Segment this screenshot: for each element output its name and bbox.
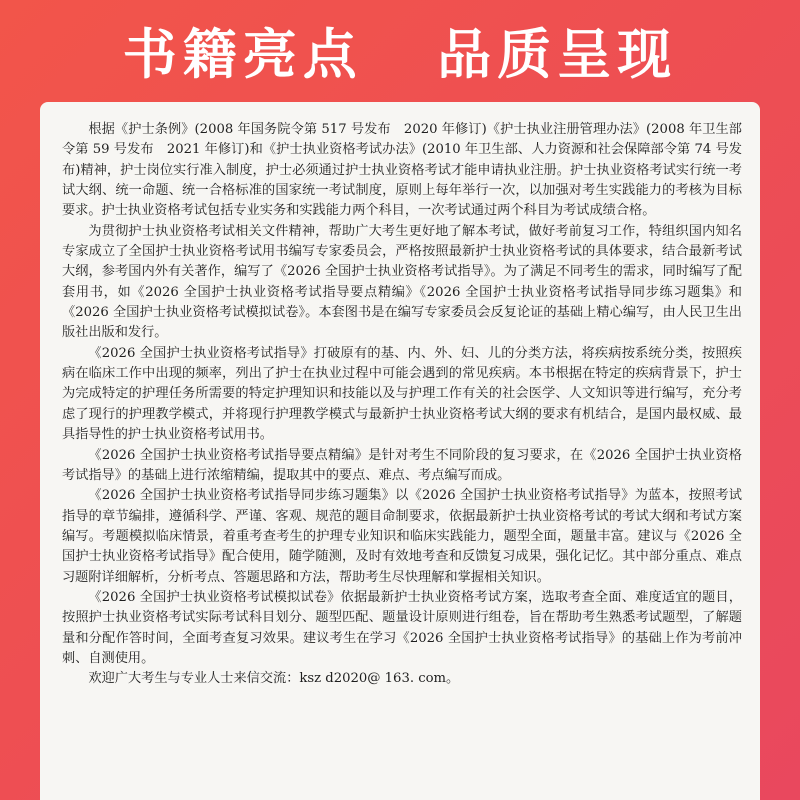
paragraph: 《2026 全国护士执业资格考试指导要点精编》是针对考生不同阶段的复习要求，在《2026 全国护士执业资格考试指导》的基础上进行浓缩精编，提取其中的要点、难点、考点编写而成。	[62, 447, 742, 483]
header-banner	[0, 0, 800, 100]
paragraph: 《2026 全国护士执业资格考试模拟试卷》依据最新护士执业资格考试方案，选取考查全面、难度适宜的题目，按照护士执业资格考试实际考试科目划分、题型匹配、题量设计原则进行组卷，旨在帮助考生熟悉考试题型，了解题量和分配作答时间，全面考查复习效果。建议考生在学习《2026 全国护士执业资格考试指导》的基础上作为考前冲刺、自测使用。	[62, 589, 742, 666]
paragraph: 《2026 全国护士执业资格考试指导同步练习题集》以《2026 全国护士执业资格考试指导》为蓝本，按照考试指导的章节编排，遵循科学、严谨、客观、规范的题目命制要求，依据最新护士执业资格考试的考试大纲和考试方案编写。考题模拟临床情景，着重考查考生的护理专业知识和临床实践能力，题型全面，题量丰富。建议与《2026 全国护士执业资格考试指导》配合使用，随学随测，及时有效地考查和反馈复习成果，强化记忆。其中部分重点、难点习题附详细解析，分析考点、答题思路和方法，帮助考生尽快理解和掌握相关知识。	[62, 488, 742, 585]
paragraph: 《2026 全国护士执业资格考试指导》打破原有的基、内、外、妇、儿的分类方法，将疾病按系统分类，按照疾病在临床工作中出现的频率，列出了护士在执业过程中可能会遇到的常见疾病。本书根据在特定的疾病背景下，护士为完成特定的护理任务所需要的特定护理知识和技能以及与护理工作有关的社会医学、人文知识等进行编写，充分考虑了现行的护理教学模式，并将现行护理教学模式与最新护士执业资格考试大纲的要求有机结合，是国内最权威、最具指导性的护士执业资格考试用书。	[62, 345, 742, 443]
preface-text	[62, 120, 742, 690]
paragraph: 为贯彻护士执业资格考试相关文件精神，帮助广大考生更好地了解本考试，做好考前复习工作，特组织国内知名专家成立了全国护士执业资格考试用书编写专家委员会，严格按照最新护士执业资格考试的具体要求，结合最新考试大纲，参考国内外有关著作，编写了《2026 全国护士执业资格考试指导》。为了满足不同考生的需求，同时编写了配套用书，如《2026 全国护士执业资格考试指导要点精编》《2026 全国护士执业资格考试指导同步练习题集》和《2026 全国护士执业资格考试模拟试卷》。本套图书是在编写专家委员会反复论证的基础上精心编写，由人民卫生出版社出版和发行。	[62, 223, 742, 341]
book-page-card	[40, 102, 760, 800]
contact-line: 欢迎广大考生与专业人士来信交流：ksz d2020@ 163. com。	[88, 671, 460, 687]
paragraph: 根据《护士条例》(2008 年国务院令第 517 号发布 2020 年修订)《护士执业注册管理办法》(2008 年卫生部令第 59 号发布 2021 年修订)和《护士执业资格考试办法》(2010 年卫生部、人力资源和社会保障部令第 74 号发布)精神，护士岗位实行准入制度，护士必须通过护士执业资格考试才能申请执业注册。护士执业资格考试实行统一考试大纲、统一命题、统一合格标准的国家统一考试制度，原则上每年举行一次，以加强对考生实践能力的考核为目标要求。护士执业资格考试包括专业实务和实践能力两个科目，一次考试通过两个科目为考试成绩合格。	[62, 122, 742, 219]
banner-title: 书籍亮点 品质呈现	[122, 22, 678, 86]
